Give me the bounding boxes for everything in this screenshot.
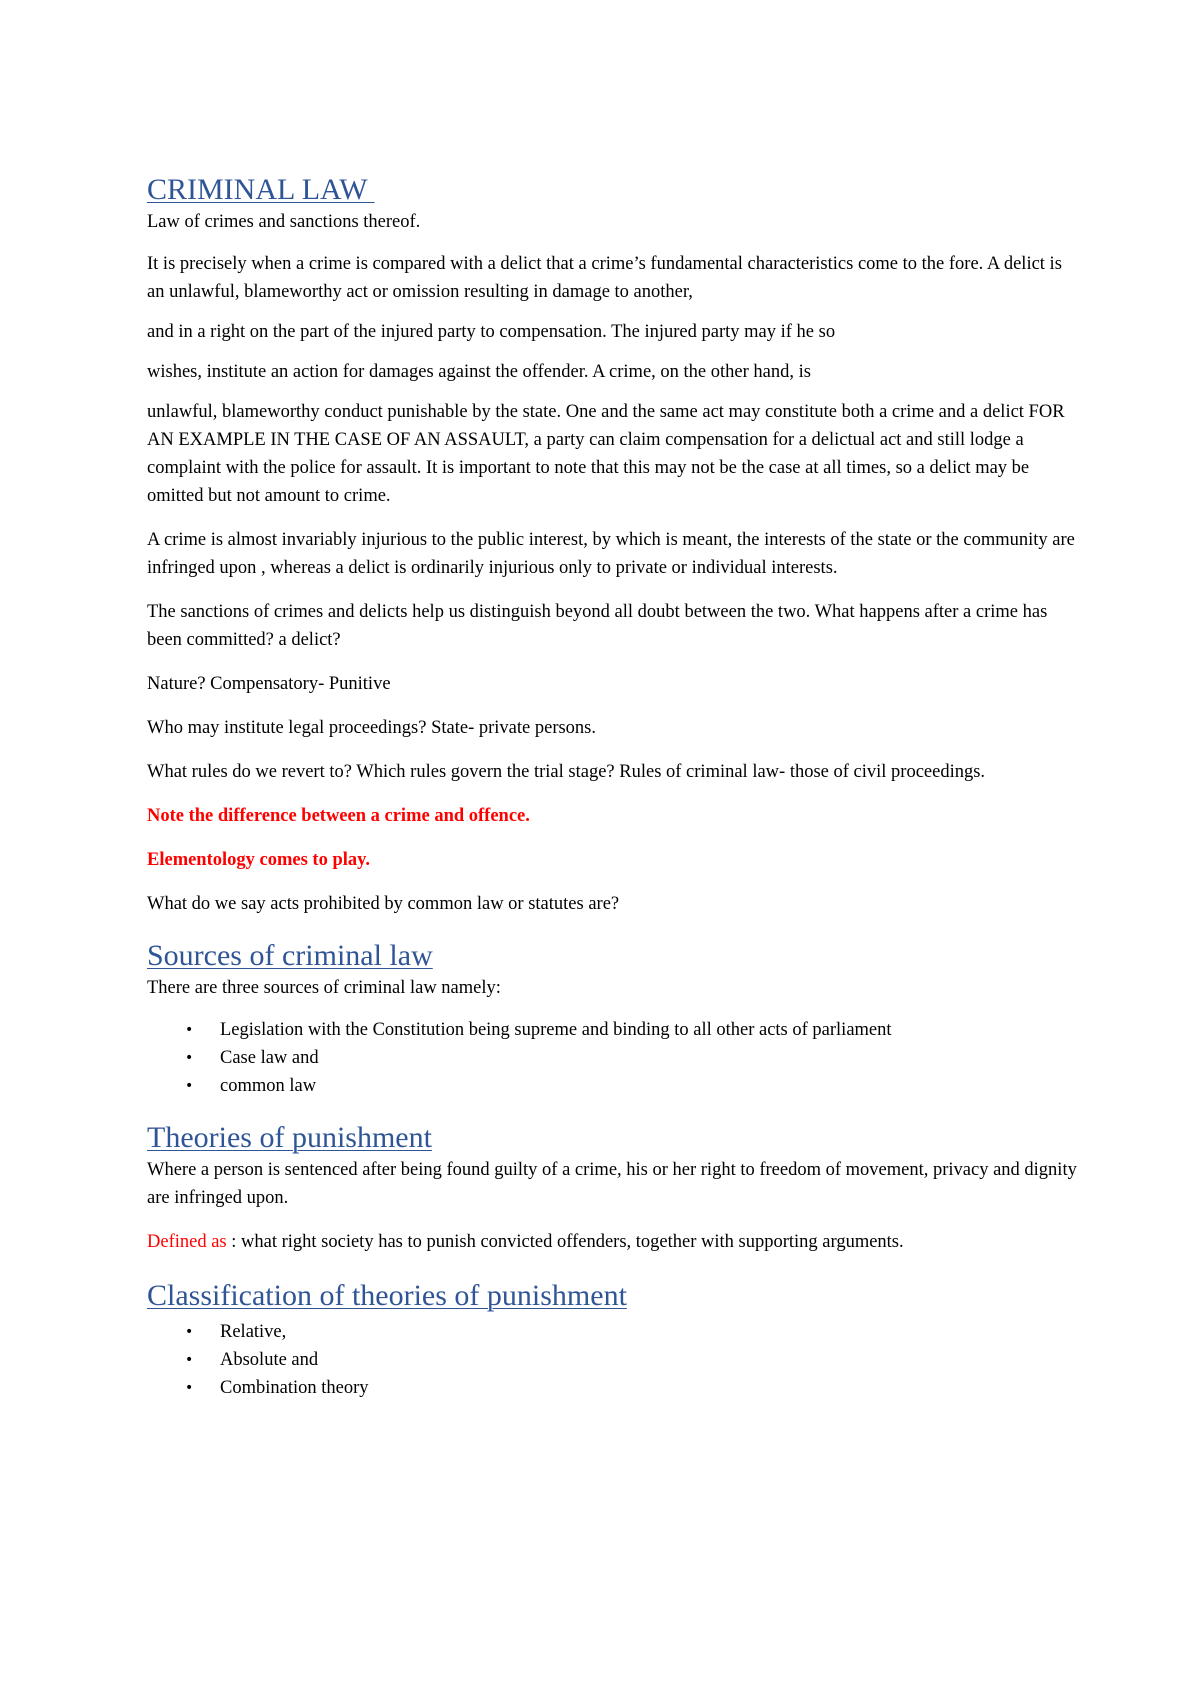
sources-list	[147, 1016, 1080, 1100]
list-item: • common law	[147, 1072, 1080, 1100]
question-rules: What rules do we revert to? Which rules govern the trial stage? Rules of criminal law- those of civil proceedings.	[147, 762, 986, 782]
subtitle: Law of crimes and sanctions thereof.	[147, 212, 421, 232]
paragraph: It is precisely when a crime is compared with a delict that a crime’s fundamental characteristics come to the fore. A delict is an unlawful, blameworthy act or omission resulting in damage to another,	[147, 254, 1062, 302]
list-item: • Absolute and	[147, 1346, 1080, 1374]
list-item: • Combination theory	[147, 1374, 1080, 1402]
bullet-icon: •	[185, 1022, 194, 1038]
note-elementology: Elementology comes to play.	[147, 850, 371, 870]
heading-sources: Sources of criminal law	[147, 939, 433, 972]
defined-as-paragraph	[147, 1228, 1080, 1256]
heading-criminal-law: CRIMINAL LAW	[147, 173, 375, 206]
theories-paragraph: Where a person is sentenced after being found guilty of a crime, his or her right to freedom of movement, privacy and dignity are infringed upon.	[147, 1160, 1077, 1208]
bullet-icon: •	[185, 1050, 194, 1066]
heading-theories: Theories of punishment	[147, 1121, 432, 1154]
paragraph: wishes, institute an action for damages against the offender. A crime, on the other hand, is	[147, 362, 811, 382]
list-item: • Case law and	[147, 1044, 1080, 1072]
bullet-icon: •	[185, 1352, 194, 1368]
list-item: • Legislation with the Constitution being supreme and binding to all other acts of parliament	[147, 1016, 1080, 1044]
paragraph: The sanctions of crimes and delicts help us distinguish beyond all doubt between the two. What happens after a crime has been committed? a delict?	[147, 602, 1048, 650]
bullet-icon: •	[185, 1380, 194, 1396]
paragraph: and in a right on the part of the injured party to compensation. The injured party may if he so	[147, 322, 836, 342]
question-who: Who may institute legal proceedings? State- private persons.	[147, 718, 597, 738]
classification-list	[147, 1318, 1080, 1402]
bullet-icon: •	[185, 1078, 194, 1094]
defined-as-text: : what right society has to punish convicted offenders, together with supporting arguments.	[226, 1232, 904, 1252]
question-nature: Nature? Compensatory- Punitive	[147, 674, 391, 694]
paragraph: unlawful, blameworthy conduct punishable by the state. One and the same act may constitute both a crime and a delict FOR AN EXAMPLE IN THE CASE OF AN ASSAULT, a party can claim compensation for a delictual act and still lodge a complaint with the police for assault. It is important to note that this may not be the case at all times, so a delict may be omitted but not amount to crime.	[147, 402, 1065, 506]
paragraph: A crime is almost invariably injurious to the public interest, by which is meant, the interests of the state or the community are infringed upon , whereas a delict is ordinarily injurious only to private or individual interests.	[147, 530, 1075, 578]
defined-as-label: Defined as	[147, 1232, 227, 1252]
note-difference: Note the difference between a crime and offence.	[147, 806, 530, 826]
bullet-icon: •	[185, 1324, 194, 1340]
question-acts: What do we say acts prohibited by common law or statutes are?	[147, 894, 620, 914]
heading-classification: Classification of theories of punishment	[147, 1279, 627, 1312]
list-item: • Relative,	[147, 1318, 1080, 1346]
sources-intro: There are three sources of criminal law namely:	[147, 978, 501, 998]
